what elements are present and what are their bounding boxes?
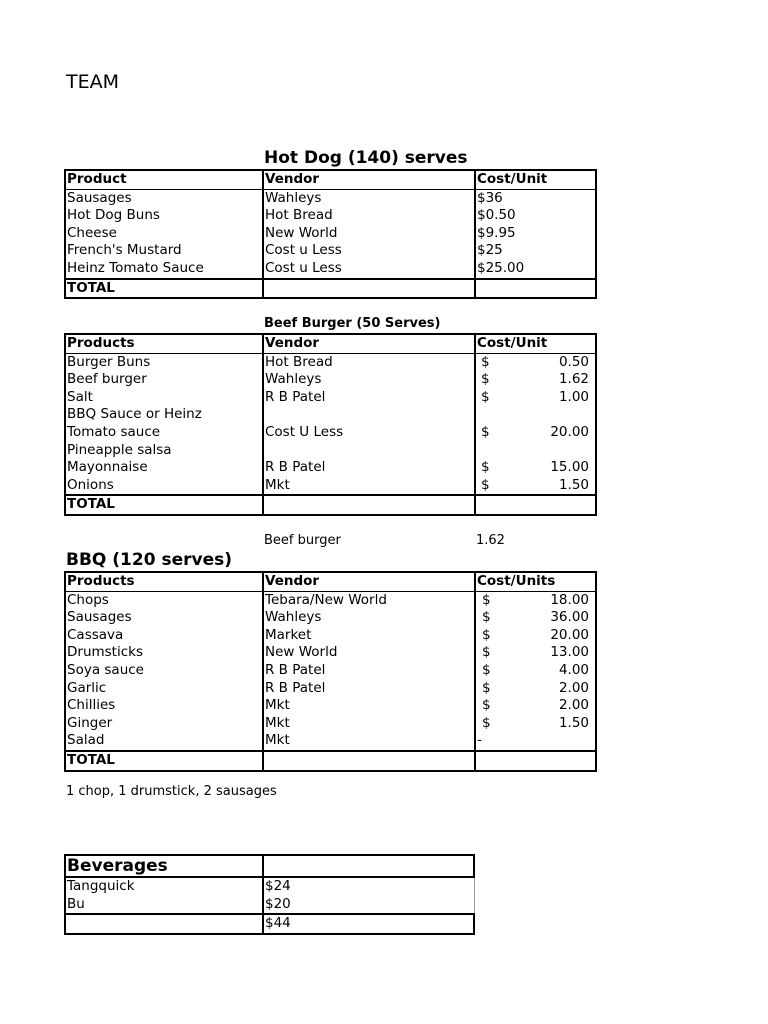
- beverages-title: Beverages: [65, 855, 263, 877]
- cost-cell: [475, 442, 596, 460]
- table-row: [65, 260, 596, 279]
- total-label: TOTAL: [65, 751, 263, 771]
- table-row: [65, 877, 474, 896]
- vendor-cell: Cost u Less: [263, 242, 475, 260]
- product-cell: Chillies: [65, 697, 263, 715]
- cost-amount: 1.00: [558, 388, 589, 405]
- cost-cell: [475, 424, 596, 442]
- vendor-cell: R B Patel: [263, 459, 475, 477]
- vendor-cell: [263, 442, 475, 460]
- cost-cell: [475, 459, 596, 477]
- table-row: [65, 225, 596, 243]
- currency-symbol: $: [481, 388, 490, 405]
- team-label: TEAM: [66, 71, 120, 93]
- column-header: Products: [65, 572, 263, 591]
- cost-cell: $25: [475, 242, 596, 260]
- cost-cell: [475, 662, 596, 680]
- table-header-row: [65, 170, 596, 189]
- vendor-cell: Wahleys: [263, 189, 475, 207]
- product-cell: Sausages: [65, 189, 263, 207]
- bbq-title: BBQ (120 serves): [66, 550, 232, 570]
- table-row: [65, 627, 596, 645]
- cost-cell: [475, 591, 596, 609]
- column-header: Vendor: [263, 170, 475, 189]
- cost-cell: [475, 715, 596, 733]
- beverage-name: Bu: [65, 896, 263, 915]
- currency-symbol: $: [482, 626, 491, 643]
- table-row: [65, 442, 596, 460]
- currency-symbol: $: [481, 371, 490, 388]
- total-cost-cell: [475, 751, 596, 771]
- burger-title: Beef Burger (50 Serves): [264, 316, 441, 331]
- cost-amount: 15.00: [550, 459, 589, 476]
- cost-amount: 13.00: [550, 644, 589, 661]
- column-header: Cost/Units: [475, 572, 596, 591]
- total-vendor-cell: [263, 751, 475, 771]
- column-header: Cost/Unit: [475, 170, 596, 189]
- total-row: [65, 279, 596, 299]
- total-vendor-cell: [263, 495, 475, 515]
- vendor-cell: Mkt: [263, 732, 475, 751]
- table-row: [65, 591, 596, 609]
- currency-symbol: $: [482, 714, 491, 731]
- currency-symbol: $: [482, 609, 491, 626]
- vendor-cell: Market: [263, 627, 475, 645]
- currency-symbol: $: [481, 353, 490, 370]
- table-row: [65, 207, 596, 225]
- vendor-cell: Mkt: [263, 477, 475, 496]
- cost-amount: 1.62: [558, 371, 589, 388]
- bbq-table: [64, 571, 597, 772]
- product-cell: Sausages: [65, 609, 263, 627]
- total-label: TOTAL: [65, 279, 263, 299]
- product-cell: Beef burger: [65, 371, 263, 389]
- product-cell: Chops: [65, 591, 263, 609]
- table-row: [65, 242, 596, 260]
- currency-symbol: $: [482, 697, 491, 714]
- cost-amount: 1.50: [558, 714, 589, 731]
- table-row: [65, 609, 596, 627]
- beverages-total: $44: [263, 914, 474, 934]
- table-row: [65, 680, 596, 698]
- product-cell: Garlic: [65, 680, 263, 698]
- table-row: [65, 389, 596, 407]
- column-header: Cost/Unit: [475, 334, 596, 353]
- vendor-cell: Cost u Less: [263, 260, 475, 279]
- cost-amount: 2.00: [558, 697, 589, 714]
- vendor-cell: R B Patel: [263, 680, 475, 698]
- beverage-name: Tangquick: [65, 877, 263, 896]
- currency-symbol: $: [482, 644, 491, 661]
- product-cell: Ginger: [65, 715, 263, 733]
- product-cell: Mayonnaise: [65, 459, 263, 477]
- cost-amount: 36.00: [550, 609, 589, 626]
- column-header: Vendor: [263, 334, 475, 353]
- total-cost-cell: [475, 279, 596, 299]
- vendor-cell: Hot Bread: [263, 353, 475, 371]
- total-row: [65, 495, 596, 515]
- table-row: [65, 477, 596, 496]
- table-row: [65, 406, 596, 424]
- product-cell: Cassava: [65, 627, 263, 645]
- cost-cell: -: [475, 732, 596, 751]
- vendor-cell: Hot Bread: [263, 207, 475, 225]
- burger-extra-value: 1.62: [476, 533, 505, 548]
- burger-extra-item: Beef burger: [264, 533, 341, 548]
- vendor-cell: R B Patel: [263, 662, 475, 680]
- table-row: [65, 662, 596, 680]
- table-header-row: [65, 572, 596, 591]
- product-cell: Heinz Tomato Sauce: [65, 260, 263, 279]
- product-cell: Soya sauce: [65, 662, 263, 680]
- column-header: Product: [65, 170, 263, 189]
- cost-cell: $9.95: [475, 225, 596, 243]
- column-header: [263, 855, 474, 877]
- currency-symbol: $: [482, 679, 491, 696]
- bbq-serving-note: 1 chop, 1 drumstick, 2 sausages: [66, 784, 277, 799]
- total-vendor-cell: [263, 279, 475, 299]
- cost-cell: [475, 406, 596, 424]
- cost-cell: [475, 389, 596, 407]
- product-cell: Cheese: [65, 225, 263, 243]
- product-cell: Salt: [65, 389, 263, 407]
- total-row: [65, 751, 596, 771]
- cost-cell: [475, 353, 596, 371]
- total-row: [65, 914, 474, 934]
- vendor-cell: New World: [263, 225, 475, 243]
- column-header: Vendor: [263, 572, 475, 591]
- cost-cell: [475, 644, 596, 662]
- product-cell: Pineapple salsa: [65, 442, 263, 460]
- table-row: [65, 732, 596, 751]
- cost-amount: 20.00: [550, 423, 589, 440]
- product-cell: BBQ Sauce or Heinz: [65, 406, 263, 424]
- cost-cell: $0.50: [475, 207, 596, 225]
- total-cost-cell: [475, 495, 596, 515]
- product-cell: Burger Buns: [65, 353, 263, 371]
- table-row: [65, 459, 596, 477]
- table-row: [65, 896, 474, 915]
- currency-symbol: $: [482, 661, 491, 678]
- product-cell: Tomato sauce: [65, 424, 263, 442]
- currency-symbol: $: [481, 459, 490, 476]
- vendor-cell: Mkt: [263, 697, 475, 715]
- table-header-row: [65, 334, 596, 353]
- beverage-cost: $24: [263, 877, 474, 896]
- cost-amount: 0.50: [558, 353, 589, 370]
- currency-symbol: $: [481, 423, 490, 440]
- total-label-cell: [65, 914, 263, 934]
- vendor-cell: Tebara/New World: [263, 591, 475, 609]
- cost-cell: [475, 680, 596, 698]
- cost-amount: 18.00: [550, 591, 589, 608]
- table-row: [65, 371, 596, 389]
- cost-cell: [475, 627, 596, 645]
- currency-symbol: $: [481, 476, 490, 493]
- vendor-cell: R B Patel: [263, 389, 475, 407]
- table-row: [65, 644, 596, 662]
- table-row: [65, 189, 596, 207]
- product-cell: Drumsticks: [65, 644, 263, 662]
- cost-cell: [475, 477, 596, 496]
- beverages-table: [64, 854, 475, 935]
- product-cell: Onions: [65, 477, 263, 496]
- table-row: [65, 697, 596, 715]
- table-row: [65, 715, 596, 733]
- table-row: [65, 424, 596, 442]
- cost-amount: 2.00: [558, 679, 589, 696]
- beverage-cost: $20: [263, 896, 474, 915]
- cost-cell: [475, 609, 596, 627]
- hotdog-table: [64, 169, 597, 299]
- cost-amount: 20.00: [550, 626, 589, 643]
- product-cell: French's Mustard: [65, 242, 263, 260]
- vendor-cell: [263, 406, 475, 424]
- vendor-cell: New World: [263, 644, 475, 662]
- vendor-cell: Cost U Less: [263, 424, 475, 442]
- vendor-cell: Wahleys: [263, 609, 475, 627]
- product-cell: Hot Dog Buns: [65, 207, 263, 225]
- hotdog-title: Hot Dog (140) serves: [264, 148, 468, 168]
- burger-table: [64, 333, 597, 516]
- cost-amount: 1.50: [558, 476, 589, 493]
- currency-symbol: $: [482, 591, 491, 608]
- product-cell: Salad: [65, 732, 263, 751]
- vendor-cell: Wahleys: [263, 371, 475, 389]
- cost-cell: [475, 697, 596, 715]
- cost-amount: 4.00: [558, 661, 589, 678]
- cost-cell: $25.00: [475, 260, 596, 279]
- cost-cell: $36: [475, 189, 596, 207]
- total-label: TOTAL: [65, 495, 263, 515]
- table-header-row: [65, 855, 474, 877]
- column-header: Products: [65, 334, 263, 353]
- vendor-cell: Mkt: [263, 715, 475, 733]
- cost-cell: [475, 371, 596, 389]
- table-row: [65, 353, 596, 371]
